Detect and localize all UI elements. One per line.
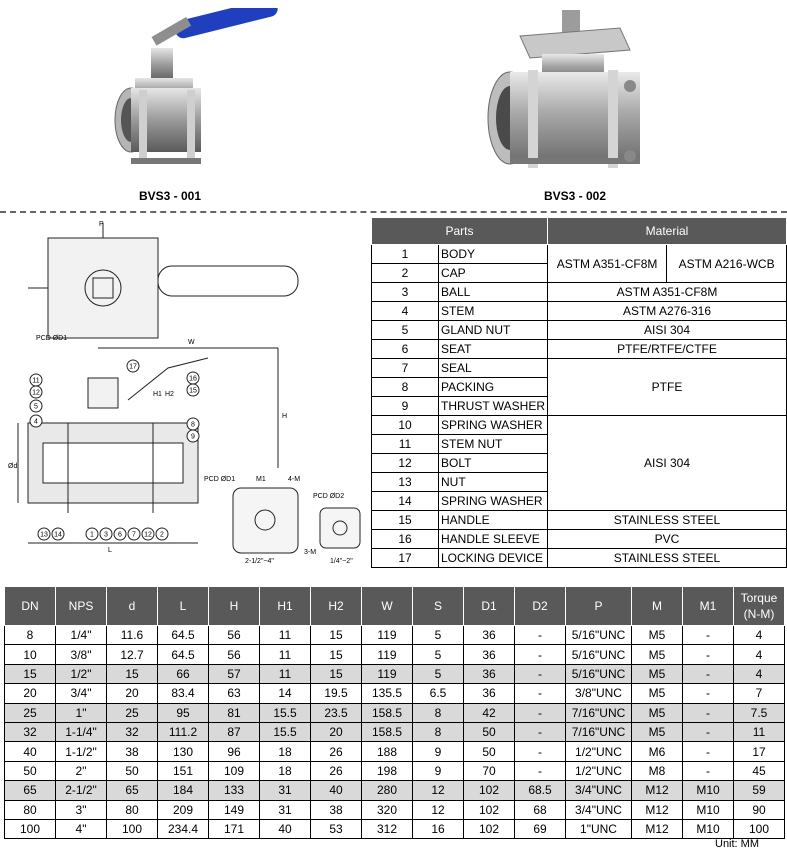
dim-cell: 50 [464,742,515,761]
dim-cell: - [515,742,566,761]
dim-cell: 14 [260,684,311,703]
dim-header: DN [5,587,56,626]
dim-header: NPS [56,587,107,626]
dim-cell: - [683,626,734,645]
dim-row [5,742,785,761]
dim-row [5,645,785,664]
dim-cell: M10 [683,819,734,838]
balloon-label: 12 [144,531,152,539]
dim-cell: 65 [107,781,158,800]
dim-s2: 1/4"~2" [330,558,353,565]
dim-header: Torque (N-M) [734,587,785,626]
part-name: SPRING WASHER [438,492,547,511]
dim-cell: 188 [362,742,413,761]
dim-cell: 1/4" [56,626,107,645]
part-number: 2 [372,264,439,283]
dim-cell: 83.4 [158,684,209,703]
part-name: NUT [438,473,547,492]
part-name: STEM NUT [438,435,547,454]
dim-cell: 95 [158,703,209,722]
dim-cell: 2-1/2" [56,781,107,800]
dim-h: H [282,413,288,420]
dim-cell: M12 [632,781,683,800]
dim-cell: 16 [413,819,464,838]
dim-cell: 63 [209,684,260,703]
dim-cell: 50 [5,761,56,780]
dim-cell: 8 [413,722,464,741]
part-name: CAP [438,264,547,283]
part-number: 4 [372,302,439,321]
dim-cell: 5 [413,645,464,664]
dim-cell: M8 [632,761,683,780]
dim-cell: 3/8" [56,645,107,664]
dim-cell: 100 [734,819,785,838]
part-name: BALL [438,283,547,302]
dim-cell: M12 [632,819,683,838]
dim-cell: M5 [632,664,683,683]
dim-cell: 45 [734,761,785,780]
dim-cell: 320 [362,800,413,819]
part-name: LOCKING DEVICE [438,549,547,568]
dim-cell: 1-1/4" [56,722,107,741]
dim-row [5,703,785,722]
dim-cell: M10 [683,781,734,800]
dim-header: P [566,587,632,626]
dim-cell: 119 [362,626,413,645]
dim-m1: M1 [256,476,266,483]
dim-pcd2: PCD ØD2 [313,493,345,500]
dim-cell: 11.6 [107,626,158,645]
dim-cell: 1/2"UNC [566,761,632,780]
dim-cell: 234.4 [158,819,209,838]
part-name: BODY [438,245,547,264]
parts-row [372,245,787,264]
dim-cell: - [515,626,566,645]
dim-header: L [158,587,209,626]
dim-cell: M5 [632,722,683,741]
dim-cell: 64.5 [158,645,209,664]
part-material: PVC [548,530,787,549]
parts-table [371,217,787,568]
parts-row [372,302,787,321]
dim-cell: 158.5 [362,703,413,722]
dim-header: W [362,587,413,626]
dim-cell: 4 [734,664,785,683]
dim-cell: 7.5 [734,703,785,722]
dim-header: S [413,587,464,626]
parts-row [372,283,787,302]
dim-cell: 12 [413,800,464,819]
dim-cell: 5 [413,626,464,645]
part-name: STEM [438,302,547,321]
dim-pcd1b: PCD ØD1 [204,476,236,483]
part-number: 6 [372,340,439,359]
dim-m: 4-M [288,476,301,483]
dim-cell: 4" [56,819,107,838]
dim-cell: 68 [515,800,566,819]
balloon-label: 9 [191,433,195,441]
dim-cell: - [683,742,734,761]
dim-cell: - [515,761,566,780]
dim-cell: M10 [683,800,734,819]
dim-cell: 1" [56,703,107,722]
balloon-label: 2 [160,531,164,539]
dim-cell: 2" [56,761,107,780]
dim-cell: 32 [107,722,158,741]
dim-cell: 171 [209,819,260,838]
dim-cell: 15.5 [260,703,311,722]
dim-cell: 102 [464,781,515,800]
parts-header: Parts [372,218,548,245]
dim-cell: 26 [311,742,362,761]
dim-cell: - [683,645,734,664]
part-material: PTFE/RTFE/CTFE [548,340,787,359]
dim-cell: 198 [362,761,413,780]
dim-header: d [107,587,158,626]
dim-s3: 3-M [304,549,317,556]
parts-row [372,549,787,568]
dim-cell: 1/2"UNC [566,742,632,761]
dim-cell: 65 [5,781,56,800]
part-name: HANDLE [438,511,547,530]
dim-cell: 18 [260,742,311,761]
dim-row [5,800,785,819]
dim-cell: 50 [464,722,515,741]
dim-cell: 130 [158,742,209,761]
dim-row [5,722,785,741]
dim-cell: 96 [209,742,260,761]
dim-cell: 15 [5,664,56,683]
dim-cell: M5 [632,626,683,645]
parts-row [372,321,787,340]
dim-cell: 3/8"UNC [566,684,632,703]
dim-cell: 102 [464,819,515,838]
dim-cell: 15 [311,664,362,683]
part-number: 13 [372,473,439,492]
part-number: 10 [372,416,439,435]
part-number: 9 [372,397,439,416]
dim-cell: 158.5 [362,722,413,741]
dim-cell: 40 [5,742,56,761]
dim-cell: 209 [158,800,209,819]
dim-l: L [108,547,112,554]
dim-cell: 8 [5,626,56,645]
balloon-label: 5 [34,403,38,411]
dim-row [5,664,785,683]
product-photo-bvs3-002 [480,6,660,184]
part-number: 16 [372,530,439,549]
part-number: 8 [372,378,439,397]
dim-cell: 32 [5,722,56,741]
dim-cell: 40 [311,781,362,800]
part-name: SPRING WASHER [438,416,547,435]
dim-d: Ød [8,463,18,470]
dim-cell: 12.7 [107,645,158,664]
dim-row [5,819,785,838]
dim-cell: 100 [5,819,56,838]
dim-cell: M5 [632,703,683,722]
dim-cell: 59 [734,781,785,800]
product-caption-2: BVS3 - 002 [543,189,607,203]
dim-cell: 25 [5,703,56,722]
dim-cell: 184 [158,781,209,800]
dim-cell: 1-1/2" [56,742,107,761]
material-body-cap-2: ASTM A216-WCB [667,245,787,283]
dim-cell: 7/16"UNC [566,722,632,741]
dim-cell: 56 [209,645,260,664]
material-seal-group: PTFE [548,359,787,416]
dim-header: M1 [683,587,734,626]
dim-cell: - [515,645,566,664]
parts-row [372,511,787,530]
dim-cell: 40 [260,819,311,838]
dim-cell: 280 [362,781,413,800]
dim-cell: 109 [209,761,260,780]
product-caption-1: BVS3 - 001 [138,189,202,203]
dim-row [5,761,785,780]
balloon-label: 4 [34,418,38,426]
dim-cell: 19.5 [311,684,362,703]
part-number: 11 [372,435,439,454]
dim-cell: 3/4"UNC [566,781,632,800]
dim-cell: 5/16"UNC [566,626,632,645]
dim-cell: 20 [107,684,158,703]
dim-cell: 23.5 [311,703,362,722]
dim-cell: - [683,703,734,722]
dim-cell: 102 [464,800,515,819]
parts-row [372,530,787,549]
dim-cell: 6.5 [413,684,464,703]
part-name: HANDLE SLEEVE [438,530,547,549]
dim-w: W [188,339,195,346]
material-spring-group: AISI 304 [548,416,787,511]
dim-cell: 100 [107,819,158,838]
part-name: SEAT [438,340,547,359]
dim-cell: 3/4"UNC [566,800,632,819]
balloon-label: 3 [104,531,108,539]
dim-cell: - [683,684,734,703]
technical-drawing [8,218,368,578]
part-material: AISI 304 [548,321,787,340]
part-name: GLAND NUT [438,321,547,340]
dim-cell: 12 [413,781,464,800]
dim-cell: 42 [464,703,515,722]
dim-cell: 7 [734,684,785,703]
dim-cell: 11 [260,626,311,645]
balloon-label: 12 [32,389,40,397]
dim-cell: - [515,703,566,722]
dim-cell: 31 [260,800,311,819]
dim-cell: 31 [260,781,311,800]
dim-cell: - [683,664,734,683]
dim-cell: 4 [734,626,785,645]
dim-cell: 15 [311,626,362,645]
dim-cell: 149 [209,800,260,819]
dim-cell: 38 [107,742,158,761]
dim-cell: 26 [311,761,362,780]
dim-s1: 2-1/2"~4" [245,558,274,565]
dim-cell: 10 [5,645,56,664]
part-number: 14 [372,492,439,511]
dim-h1: H1 [153,391,162,398]
dim-cell: 70 [464,761,515,780]
dim-cell: 9 [413,742,464,761]
dim-header: D2 [515,587,566,626]
balloon-label: 8 [191,421,195,429]
balloon-label: 13 [40,531,48,539]
dim-cell: M6 [632,742,683,761]
part-name: SEAL [438,359,547,378]
dim-cell: M12 [632,800,683,819]
dim-cell: 57 [209,664,260,683]
balloon-label: 17 [129,363,137,371]
dim-cell: 80 [107,800,158,819]
part-number: 7 [372,359,439,378]
dim-cell: 5 [413,664,464,683]
dim-cell: 87 [209,722,260,741]
dim-cell: 4 [734,645,785,664]
material-header: Material [548,218,787,245]
dim-cell: 15 [107,664,158,683]
part-number: 15 [372,511,439,530]
dim-cell: 20 [5,684,56,703]
dim-cell: 312 [362,819,413,838]
parts-row [372,340,787,359]
dim-cell: 3" [56,800,107,819]
part-number: 3 [372,283,439,302]
balloon-label: 14 [54,531,62,539]
dim-cell: 64.5 [158,626,209,645]
dim-cell: 80 [5,800,56,819]
part-material: ASTM A351-CF8M [548,283,787,302]
dim-cell: 69 [515,819,566,838]
part-number: 12 [372,454,439,473]
dim-cell: 133 [209,781,260,800]
part-name: BOLT [438,454,547,473]
dim-cell: 68.5 [515,781,566,800]
balloon-label: 11 [32,377,40,385]
dim-cell: 90 [734,800,785,819]
section-divider [0,211,787,213]
dim-p: P [99,221,104,228]
dim-cell: - [683,761,734,780]
dim-cell: 11 [260,645,311,664]
dim-cell: 1"UNC [566,819,632,838]
dim-header: M [632,587,683,626]
part-material: STAINLESS STEEL [548,511,787,530]
dim-pcd1: PCD ØD1 [36,335,68,342]
dim-cell: 119 [362,664,413,683]
dim-cell: 9 [413,761,464,780]
dim-cell: 53 [311,819,362,838]
dimensions-table [4,586,785,839]
dim-cell: 66 [158,664,209,683]
unit-label: Unit: MM [715,838,759,850]
dim-cell: 1/2" [56,664,107,683]
dim-cell: - [515,722,566,741]
part-number: 17 [372,549,439,568]
dim-cell: 36 [464,626,515,645]
balloon-label: 1 [90,531,94,539]
material-body-cap-1: ASTM A351-CF8M [548,245,667,283]
part-material: STAINLESS STEEL [548,549,787,568]
part-number: 5 [372,321,439,340]
dim-cell: - [683,722,734,741]
dim-cell: 36 [464,645,515,664]
part-name: PACKING [438,378,547,397]
dim-cell: 11 [734,722,785,741]
dim-cell: 36 [464,664,515,683]
parts-row [372,359,787,378]
balloon-label: 6 [118,531,122,539]
part-name: THRUST WASHER [438,397,547,416]
dim-cell: 56 [209,626,260,645]
balloon-label: 15 [189,387,197,395]
dim-row [5,626,785,645]
dim-cell: 11 [260,664,311,683]
dim-cell: 151 [158,761,209,780]
dim-cell: 7/16"UNC [566,703,632,722]
dim-cell: M5 [632,684,683,703]
dim-cell: 5/16"UNC [566,645,632,664]
dim-cell: 15 [311,645,362,664]
dim-row [5,684,785,703]
dim-h2: H2 [165,391,174,398]
balloon-label: 16 [189,375,197,383]
dim-header: H2 [311,587,362,626]
dim-cell: 8 [413,703,464,722]
dim-header: D1 [464,587,515,626]
dim-cell: 18 [260,761,311,780]
dim-cell: - [515,684,566,703]
dim-cell: 81 [209,703,260,722]
dim-cell: 3/4" [56,684,107,703]
dim-cell: 25 [107,703,158,722]
dim-header: H [209,587,260,626]
dim-cell: 5/16"UNC [566,664,632,683]
dim-cell: 36 [464,684,515,703]
parts-row [372,416,787,435]
part-material: ASTM A276-316 [548,302,787,321]
dim-header: H1 [260,587,311,626]
product-photo-bvs3-001 [95,8,295,188]
dim-cell: 38 [311,800,362,819]
dim-row [5,781,785,800]
part-number: 1 [372,245,439,264]
dim-cell: 50 [107,761,158,780]
dim-cell: 119 [362,645,413,664]
dim-cell: 15.5 [260,722,311,741]
dim-cell: 111.2 [158,722,209,741]
dim-cell: M5 [632,645,683,664]
balloon-label: 7 [132,531,136,539]
dim-cell: 17 [734,742,785,761]
dim-cell: 135.5 [362,684,413,703]
dim-cell: - [515,664,566,683]
dim-cell: 20 [311,722,362,741]
